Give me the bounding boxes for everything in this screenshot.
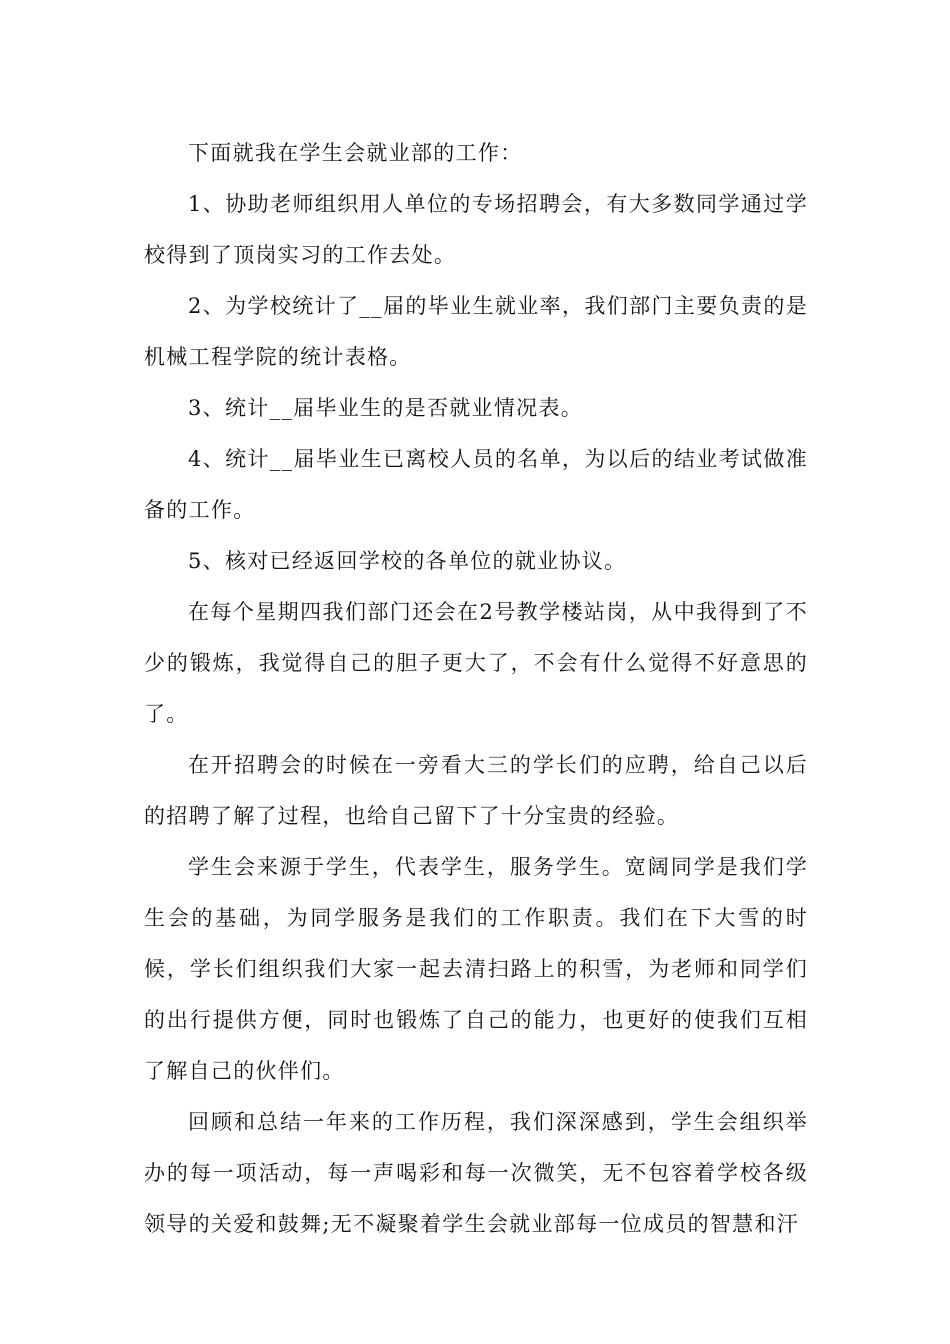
paragraph-job-fair: 在开招聘会的时候在一旁看大三的学长们的应聘，给自己以后的招聘了解了过程，也给自己留下了十分宝贵的经验。 [144, 753, 808, 828]
paragraph-student-union: 学生会来源于学生，代表学生，服务学生。宽阔同学是我们学生会的基础，为同学服务是我们的工作职责。我们在下大雪的时候，学长们组织我们大家一起去清扫路上的积雪，为老师和同学们的出行提供方便，同时也锻炼了自己的能力，也更好的使我们互相了解自己的伙伴们。 [144, 855, 808, 1083]
paragraph-item-1: 1、协助老师组织用人单位的专场招聘会，有大多数同学通过学校得到了顶岗实习的工作去处。 [144, 192, 808, 267]
paragraph-intro: 下面就我在学生会就业部的工作： [188, 141, 523, 165]
paragraph-thursday-duty: 在每个星期四我们部门还会在2号教学楼站岗，从中我得到了不少的锻炼，我觉得自己的胆子更大了，不会有什么觉得不好意思的了。 [144, 600, 808, 726]
paragraph-item-5: 5、核对已经返回学校的各单位的就业协议。 [188, 549, 627, 573]
paragraph-review: 回顾和总结一年来的工作历程，我们深深感到，学生会组织举办的每一项活动，每一声喝彩和每一次微笑，无不包容着学校各级领导的关爱和鼓舞;无不凝聚着学生会就业部每一位成员的智慧和汗 [144, 1110, 808, 1236]
paragraph-item-4: 4、统计__届毕业生已离校人员的名单，为以后的结业考试做准备的工作。 [144, 447, 808, 522]
paragraph-item-2: 2、为学校统计了__届的毕业生就业率，我们部门主要负责的是机械工程学院的统计表格。 [144, 294, 808, 369]
paragraph-item-3: 3、统计__届毕业生的是否就业情况表。 [188, 396, 584, 420]
document-body [144, 128, 808, 1250]
